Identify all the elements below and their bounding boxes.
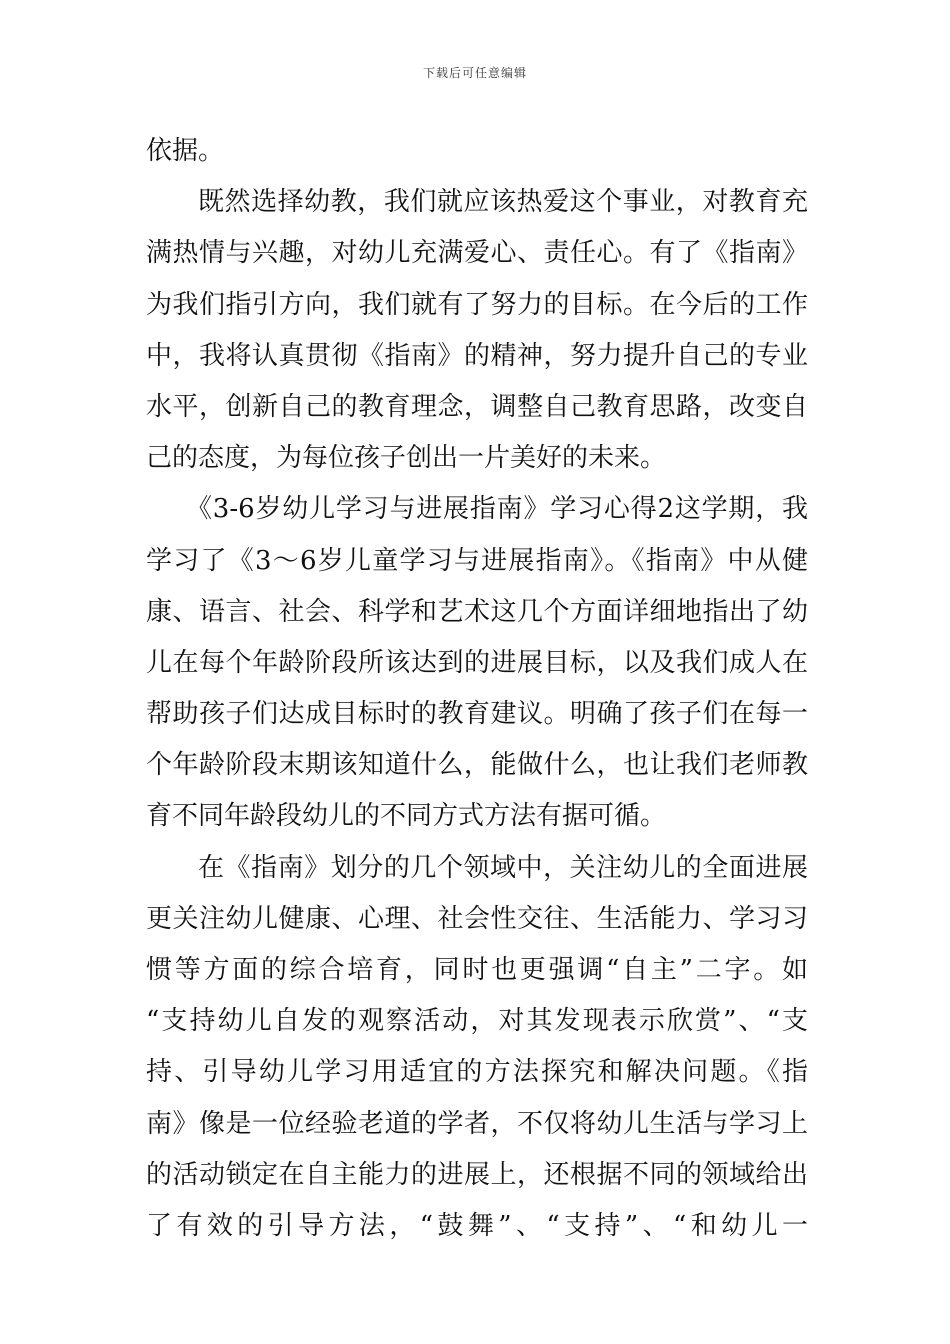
text-line: 了有效的引导方法，“鼓舞”、“支持”、“和幼儿一 <box>146 1210 808 1241</box>
text-line: 的活动锁定在自主能力的进展上，还根据不同的领域给出 <box>146 1159 808 1190</box>
text-line: 依据。 <box>146 136 225 166</box>
text-line: 持、引导幼儿学习用适宜的方法探究和解决问题。《指 <box>146 1057 808 1088</box>
text-line: 惯等方面的综合培育，同时也更强调“自主”二字。如 <box>146 955 808 985</box>
paragraph-first-line: 在《指南》划分的几个领域中，关注幼儿的全面进展 <box>198 852 808 883</box>
paragraph-first-line: 《3-6岁幼儿学习与进展指南》学习心得2这学期，我 <box>186 494 808 525</box>
text-line: 己的态度，为每位孩子创出一片美好的未来。 <box>146 443 667 474</box>
text-line: “支持幼儿自发的观察活动，对其发现表示欣赏”、“支 <box>146 1006 808 1037</box>
text-line: 学习了《3～6岁儿童学习与进展指南》。《指南》中从健 <box>146 545 808 576</box>
text-line: 水平，创新自己的教育理念，调整自己教育思路，改变自 <box>146 391 808 422</box>
text-line: 更关注幼儿健康、心理、社会性交往、生活能力、学习习 <box>146 903 808 934</box>
text-line: 育不同年龄段幼儿的不同方式方法有据可循。 <box>146 801 667 832</box>
page-header-note: 下载后可任意编辑 <box>422 66 527 80</box>
text-line: 康、语言、社会、科学和艺术这几个方面详细地指出了幼 <box>146 596 808 627</box>
text-line: 帮助孩子们达成目标时的教育建议。明确了孩子们在每一 <box>146 699 808 730</box>
text-line: 中，我将认真贯彻《指南》的精神，努力提升自己的专业 <box>146 340 808 371</box>
text-line: 儿在每个年龄阶段所该达到的进展目标，以及我们成人在 <box>146 647 808 678</box>
paragraph-first-line: 既然选择幼教，我们就应该热爱这个事业，对教育充 <box>198 187 808 218</box>
text-line: 个年龄阶段末期该知道什么，能做什么，也让我们老师教 <box>146 750 808 781</box>
text-line: 满热情与兴趣，对幼儿充满爱心、责任心。有了《指南》 <box>146 238 808 269</box>
document-body <box>146 126 808 1252</box>
text-line: 为我们指引方向，我们就有了努力的目标。在今后的工作 <box>146 289 808 320</box>
text-line: 南》像是一位经验老道的学者，不仅将幼儿生活与学习上 <box>146 1108 808 1139</box>
